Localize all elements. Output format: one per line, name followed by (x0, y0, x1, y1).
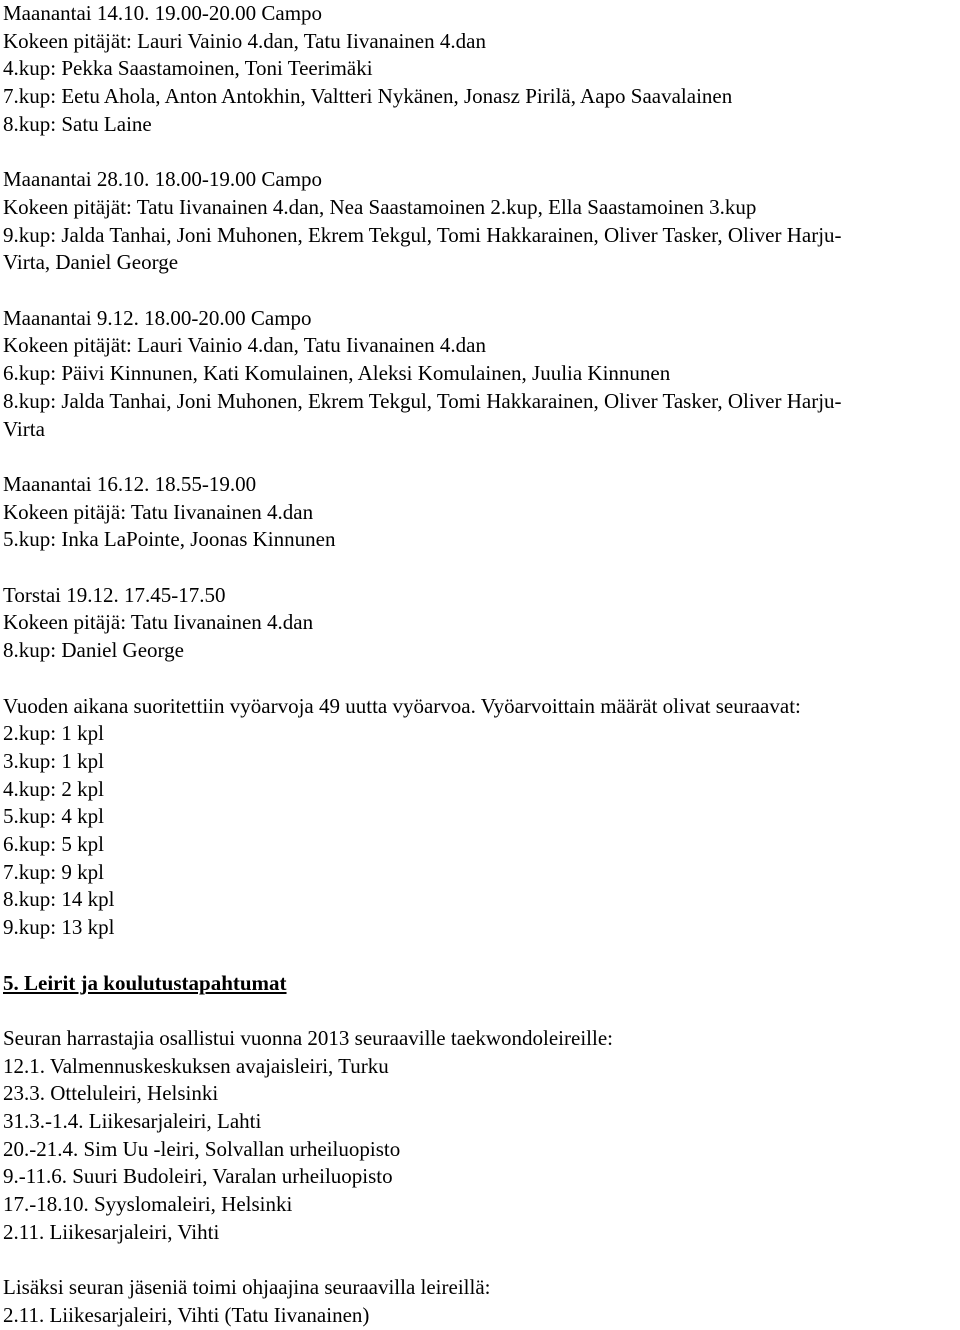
instructors-intro: Lisäksi seuran jäseniä toimi ohjaajina seuraavilla leireillä: (3, 1275, 491, 1300)
session-grade-line: 4.kup: Pekka Saastamoinen, Toni Teerimäki (3, 56, 373, 81)
session-grade-line: 7.kup: Eetu Ahola, Anton Antokhin, Valtteri Nykänen, Jonasz Pirilä, Aapo Saavalainen (3, 84, 733, 109)
summary-intro: Vuoden aikana suoritettiin vyöarvoja 49 uutta vyöarvoa. Vyöarvoittain määrät olivat seuraavat: (3, 693, 801, 718)
session-examiners-line: Kokeen pitäjät: Lauri Vainio 4.dan, Tatu Iivanainen 4.dan (3, 333, 486, 358)
camp-item: 9.-11.6. Suuri Budoleiri, Varalan urheiluopisto (3, 1164, 393, 1189)
camp-item: 17.-18.10. Syyslomaleiri, Helsinki (3, 1192, 293, 1217)
spacer (3, 665, 960, 693)
camp-item: 2.11. Liikesarjaleiri, Vihti (3, 1219, 220, 1244)
summary-count: 4.kup: 2 kpl (3, 776, 104, 801)
session-date-line: Torstai 19.12. 17.45-17.50 (3, 582, 226, 607)
summary-count: 5.kup: 4 kpl (3, 804, 104, 829)
camp-item: 23.3. Otteluleiri, Helsinki (3, 1081, 219, 1106)
session-grade-line: 8.kup: Satu Laine (3, 111, 152, 136)
session-date-line: Maanantai 14.10. 19.00-20.00 Campo (3, 1, 323, 25)
grading-session (3, 305, 960, 444)
session-examiners-line: Kokeen pitäjät: Lauri Vainio 4.dan, Tatu Iivanainen 4.dan (3, 28, 486, 53)
session-date-line: Maanantai 9.12. 18.00-20.00 Campo (3, 305, 312, 330)
spacer (3, 277, 960, 305)
camp-item: 20.-21.4. Sim Uu -leiri, Solvallan urheiluopisto (3, 1136, 401, 1161)
spacer (3, 1247, 960, 1275)
spacer (3, 443, 960, 471)
grading-session (3, 166, 960, 277)
session-grade-line: 9.kup: Jalda Tanhai, Joni Muhonen, Ekrem Tekgul, Tomi Hakkarainen, Oliver Tasker, Oliver Harju- (3, 222, 842, 247)
session-grade-line: 8.kup: Jalda Tanhai, Joni Muhonen, Ekrem Tekgul, Tomi Hakkarainen, Oliver Tasker, Oliver Harju- (3, 388, 842, 413)
camps-intro: Seuran harrastajia osallistui vuonna 2013 seuraaville taekwondoleireille: (3, 1025, 613, 1050)
summary-count: 8.kup: 14 kpl (3, 887, 115, 912)
session-date-line: Maanantai 16.12. 18.55-19.00 (3, 471, 257, 496)
belt-summary (3, 693, 960, 942)
summary-count: 6.kup: 5 kpl (3, 832, 104, 857)
spacer (3, 554, 960, 582)
session-date-line: Maanantai 28.10. 18.00-19.00 Campo (3, 167, 323, 192)
summary-count: 7.kup: 9 kpl (3, 859, 104, 884)
grading-session (3, 471, 960, 554)
session-examiners-line: Kokeen pitäjä: Tatu Iivanainen 4.dan (3, 610, 314, 635)
session-examiners-line: Kokeen pitäjä: Tatu Iivanainen 4.dan (3, 499, 314, 524)
session-examiners-line: Kokeen pitäjät: Tatu Iivanainen 4.dan, Nea Saastamoinen 2.kup, Ella Saastamoinen 3.kup (3, 194, 757, 219)
session-grade-line: 6.kup: Päivi Kinnunen, Kati Komulainen, Aleksi Komulainen, Juulia Kinnunen (3, 361, 671, 386)
instructor-camp-item: 2.11. Liikesarjaleiri, Vihti (Tatu Iivanainen) (3, 1302, 370, 1327)
section-camps (3, 970, 960, 1330)
summary-count: 9.kup: 13 kpl (3, 915, 115, 940)
camp-item: 12.1. Valmennuskeskuksen avajaisleiri, Turku (3, 1053, 389, 1078)
spacer (3, 997, 960, 1025)
session-grade-line: 8.kup: Daniel George (3, 638, 184, 663)
session-grade-line-continued: Virta, Daniel George (3, 250, 179, 275)
summary-count: 3.kup: 1 kpl (3, 748, 104, 773)
camp-item: 31.3.-1.4. Liikesarjaleiri, Lahti (3, 1109, 262, 1134)
session-grade-line: 5.kup: Inka LaPointe, Joonas Kinnunen (3, 527, 336, 552)
grading-session (3, 582, 960, 665)
spacer (3, 942, 960, 970)
summary-count: 2.kup: 1 kpl (3, 721, 104, 746)
session-grade-line-continued: Virta (3, 416, 45, 441)
spacer (3, 139, 960, 167)
section-heading: 5. Leirit ja koulutustapahtumat (3, 970, 287, 995)
grading-session (3, 0, 960, 139)
